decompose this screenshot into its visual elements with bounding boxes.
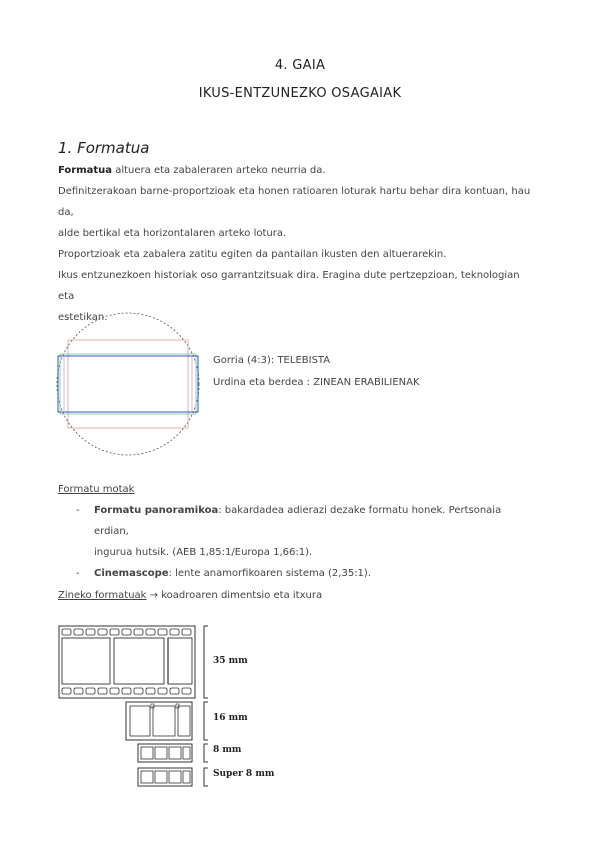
- label-35mm: 35 mm: [213, 656, 248, 666]
- film-super-8mm: [138, 768, 192, 786]
- bullet-dash: -: [76, 568, 80, 579]
- formatu-motak-title: Formatu motak: [58, 484, 135, 495]
- item-bold: Cinemascope: [94, 568, 169, 579]
- item-bold: Formatu panoramikoa: [94, 505, 219, 516]
- film-35mm: [59, 626, 195, 698]
- list-item: [78, 500, 538, 542]
- film-16mm: [126, 702, 192, 740]
- chapter-title: 4. GAIA: [274, 58, 326, 73]
- blue-frame: [58, 356, 198, 412]
- caption-red: Gorria (4:3): TELEBISTA: [213, 355, 331, 366]
- body-line: Definitzerakoan barne-proportzioak eta honen ratioaren loturak hartu behar dira kontuan, hau da,: [58, 186, 531, 218]
- body-line: estetikan.: [58, 312, 108, 323]
- body-line: Ikus entzunezkoen historiak oso garrantzitsuak dira. Eragina dute pertzepzioan, teknologian eta: [58, 270, 520, 302]
- label-8mm: 8 mm: [213, 745, 242, 755]
- lead-line: [58, 160, 538, 181]
- section-heading: 1. Formatua: [58, 139, 150, 157]
- list-item: [78, 563, 538, 584]
- frame-circle: [57, 313, 199, 455]
- section-body: [58, 160, 538, 328]
- body-line: Proportzioak eta zabalera zatitu egiten da pantailan ikusten den altuerarekin.: [58, 249, 447, 260]
- label-16mm: 16 mm: [213, 713, 248, 723]
- lead-rest: altuera eta zabaleraren arteko neurria da.: [112, 165, 326, 176]
- film-8mm: [138, 744, 192, 762]
- red-43-frame: [68, 340, 188, 428]
- aspect-ratio-diagram: [52, 310, 204, 458]
- zineko-line: [58, 585, 538, 606]
- item-text: : bakardadea adierazi dezake formatu honek. Pertsonaia erdian,: [94, 505, 502, 537]
- item-text: : lente anamorfikoaren sistema (2,35:1).: [168, 568, 372, 579]
- lead-bold: Formatua: [58, 165, 113, 176]
- bullet-dash: -: [76, 505, 80, 516]
- caption-blue: Urdina eta berdea : ZINEAN ERABILIENAK: [213, 377, 420, 388]
- list-item-cont: ingurua hutsik. (AEB 1,85:1/Europa 1,66:1).: [94, 547, 313, 558]
- green-frame: [60, 354, 196, 414]
- body-line: alde bertikal eta horizontalaren arteko lotura.: [58, 228, 287, 239]
- zineko-rest: → koadroaren dimentsio eta itxura: [146, 590, 323, 601]
- film-formats-diagram: [58, 620, 218, 790]
- chapter-subtitle: IKUS-ENTZUNEZKO OSAGAIAK: [198, 86, 402, 101]
- label-super-8mm: Super 8 mm: [213, 769, 275, 779]
- format-list: [78, 500, 538, 584]
- measure-brackets: [204, 626, 208, 786]
- zineko-title: Zineko formatuak: [58, 590, 147, 601]
